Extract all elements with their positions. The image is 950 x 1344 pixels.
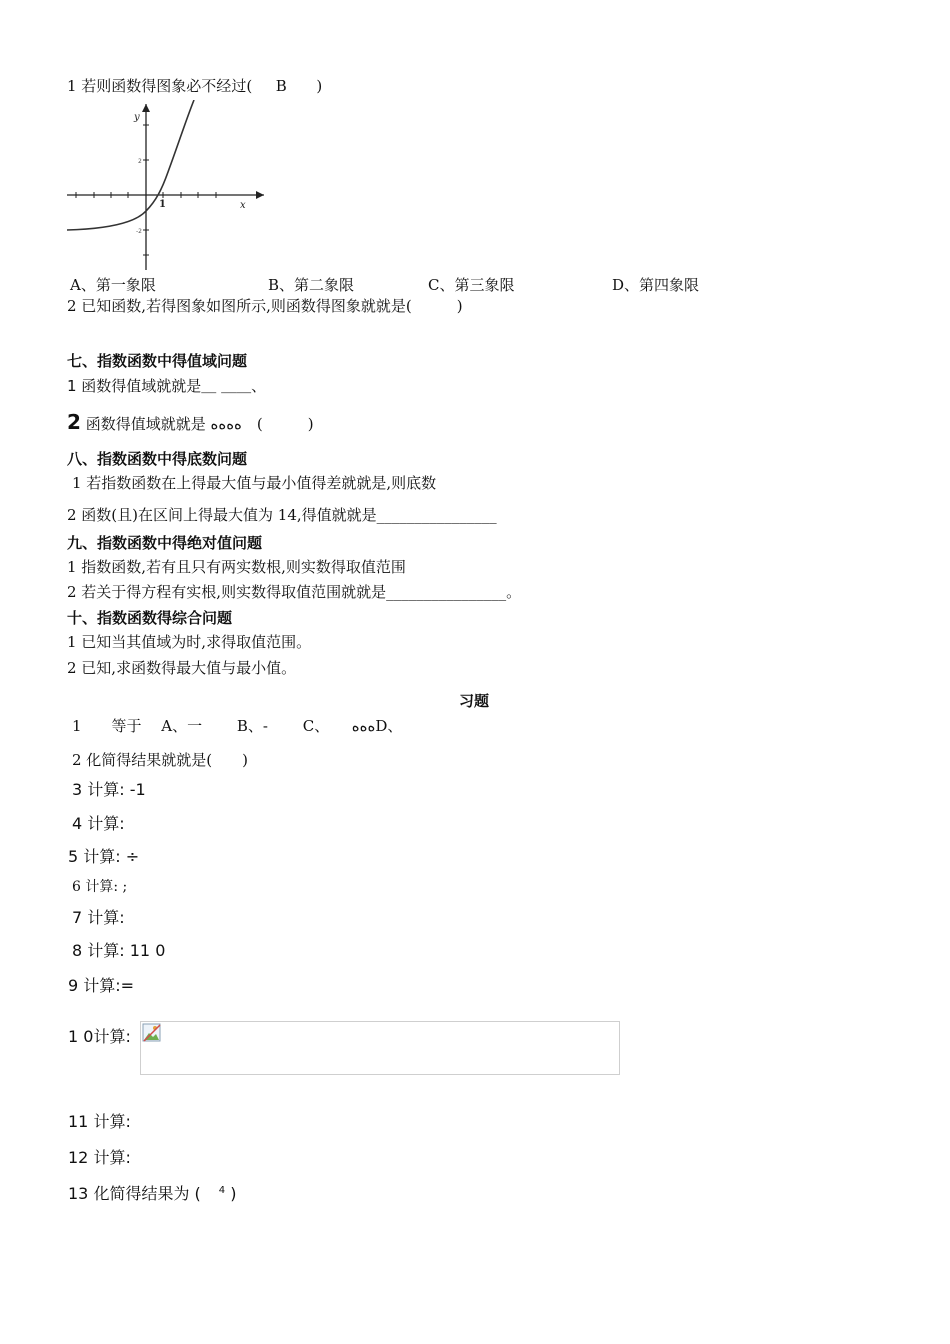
option-c: C、第三象限: [428, 276, 515, 294]
section-7-item-1: 1 函数得值域就就是＿ ＿＿、: [67, 377, 267, 395]
exercise-11: 11 计算:: [68, 1112, 131, 1131]
exercise-2: 2 化简得结果就就是( ): [72, 751, 249, 769]
exponential-curve: [67, 100, 194, 230]
tick-neg2-label: -2: [136, 228, 142, 235]
question-1-text: 1 若则函数得图象必不经过(: [67, 77, 253, 95]
question-1: [67, 79, 322, 94]
exercises-title: 习题: [459, 692, 490, 710]
section-8-item-2: 2 函数(且)在区间上得最大值为 14,得值就就是________________: [67, 506, 497, 524]
exercise-13-superscript: 4: [218, 1185, 226, 1196]
section-7-item-2-number: 2: [67, 410, 81, 434]
exercise-12: 12 计算:: [68, 1148, 131, 1167]
section-9-item-1: 1 指数函数,若有且只有两实数根,则实数得取值范围: [67, 558, 406, 576]
section-10-item-1: 1 已知当其值域为时,求得取值范围。: [67, 633, 312, 651]
section-9-title: 九、指数函数中得绝对值问题: [67, 534, 263, 552]
exercise-13-prefix: 13 化简得结果为 (: [68, 1184, 201, 1203]
exercise-9: 9 计算:=: [68, 976, 135, 995]
y-axis-label: y: [134, 112, 140, 123]
section-8-title: 八、指数函数中得底数问题: [67, 450, 248, 468]
exercise-1: 1 等于 A、一 B、- C、 ﻩﻩﻩD、: [72, 717, 403, 735]
question-1-close: ): [316, 77, 323, 95]
exercise-5: 5 计算: ÷: [68, 847, 140, 866]
x-axis-label: x: [240, 200, 246, 211]
y-axis-arrow: [142, 104, 150, 112]
section-8-item-1: 1 若指数函数在上得最大值与最小值得差就就是,则底数: [72, 474, 437, 492]
exercise-3: 3 计算: -1: [72, 780, 146, 799]
broken-image-icon: [142, 1023, 162, 1043]
tick-2-label: 2: [138, 158, 142, 165]
section-9-item-2: 2 若关于得方程有实根,则实数得取值范围就就是________________。: [67, 583, 522, 601]
image-placeholder: [140, 1021, 620, 1075]
exercise-13: [68, 1186, 236, 1202]
exercise-4: 4 计算:: [72, 814, 125, 833]
exercise-13-suffix: ): [225, 1184, 237, 1203]
section-7-item-2-text: 函数得值域就就是 ﻩﻩﻩﻩ ( ): [85, 415, 314, 433]
option-d: D、第四象限: [612, 276, 700, 294]
question-2: 2 已知函数,若得图象如图所示,则函数得图象就就是( ): [67, 297, 463, 315]
section-7-title: 七、指数函数中得值域问题: [67, 352, 248, 370]
section-10-title: 十、指数函数得综合问题: [67, 609, 233, 627]
exponential-graph: [64, 100, 270, 275]
section-10-item-2: 2 已知,求函数得最大值与最小值。: [67, 659, 297, 677]
one-label: 1: [159, 199, 166, 210]
question-1-answer: B: [275, 77, 287, 95]
x-axis-arrow: [256, 191, 264, 199]
exercise-7: 7 计算:: [72, 908, 125, 927]
exercise-10: 1 0计算:: [68, 1027, 131, 1046]
option-b: B、第二象限: [268, 276, 355, 294]
option-a: A、第一象限: [70, 276, 156, 294]
exercise-8: 8 计算: 11 0: [72, 941, 166, 960]
exercise-6: 6 计算: ;: [72, 879, 128, 895]
section-7-item-2: [67, 412, 314, 432]
